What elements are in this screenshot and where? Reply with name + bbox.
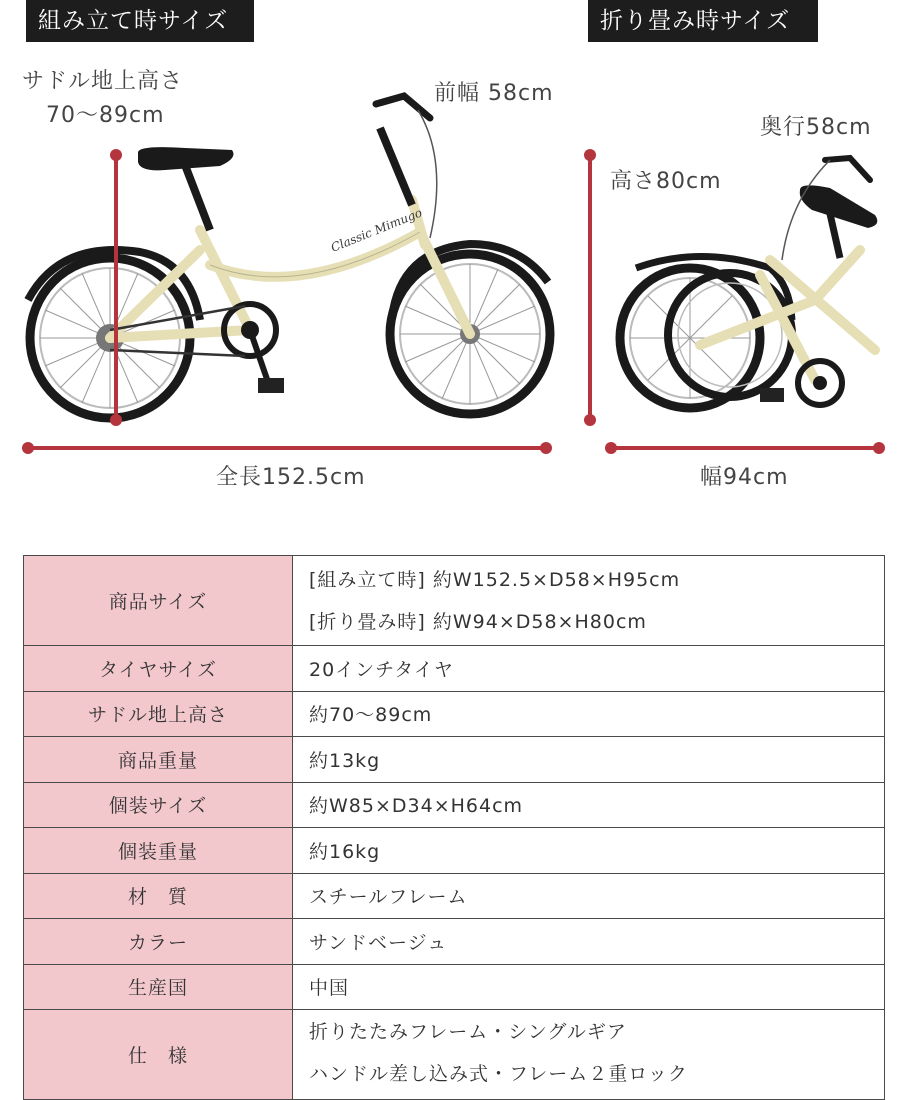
front-width-label: 前幅 58cm — [434, 81, 554, 106]
spec-label: カラー — [24, 919, 293, 965]
table-row — [24, 873, 885, 919]
frame-logo: Classic Mimugo — [328, 205, 425, 255]
table-row — [24, 964, 885, 1010]
table-row — [24, 919, 885, 965]
spec-value: 約16kg — [293, 828, 885, 874]
spec-value: サンドベージュ — [293, 919, 885, 965]
spec-table — [23, 555, 885, 1100]
total-length-label: 全長152.5cm — [216, 465, 366, 490]
spec-label: 個装重量 — [24, 828, 293, 874]
folded-height-label: 高さ80cm — [610, 169, 722, 194]
spec-label: 材 質 — [24, 873, 293, 919]
spec-label: 個装サイズ — [24, 782, 293, 828]
table-row — [24, 828, 885, 874]
assembled-bike-image — [22, 96, 552, 454]
table-row — [24, 646, 885, 692]
spec-value-line: ハンドル差し込み式・フレーム２重ロック — [309, 1063, 688, 1085]
spec-value — [293, 556, 885, 646]
spec-value: 約13kg — [293, 737, 885, 783]
saddle-height-label: サドル地上高さ — [22, 69, 184, 94]
folded-depth-label: 奥行58cm — [760, 115, 872, 140]
spec-value-line: 折りたたみフレーム・シングルギア — [309, 1021, 627, 1043]
spec-value-line: [組み立て時] 約W152.5×D58×H95cm — [309, 568, 681, 591]
folded-width-label: 幅94cm — [700, 465, 789, 490]
spec-value: 約W85×D34×H64cm — [293, 782, 885, 828]
spec-label: 商品重量 — [24, 737, 293, 783]
spec-value: 約70～89cm — [293, 691, 885, 737]
table-row — [24, 737, 885, 783]
table-row — [24, 691, 885, 737]
table-row — [24, 1010, 885, 1100]
spec-value: スチールフレーム — [293, 873, 885, 919]
folded-size-header: 折り畳み時サイズ — [588, 0, 818, 42]
spec-label: タイヤサイズ — [24, 646, 293, 692]
assembled-size-header: 組み立て時サイズ — [26, 0, 254, 42]
spec-label: 商品サイズ — [24, 556, 293, 646]
saddle-height-value: 70～89cm — [46, 103, 165, 128]
spec-value: 中国 — [293, 964, 885, 1010]
table-row — [24, 556, 885, 646]
table-row — [24, 782, 885, 828]
spec-value: 20インチタイヤ — [293, 646, 885, 692]
spec-label: サドル地上高さ — [24, 691, 293, 737]
spec-value — [293, 1010, 885, 1100]
spec-label: 生産国 — [24, 964, 293, 1010]
spec-label: 仕 様 — [24, 1010, 293, 1100]
spec-value-line: [折り畳み時] 約W94×D58×H80cm — [309, 610, 647, 633]
